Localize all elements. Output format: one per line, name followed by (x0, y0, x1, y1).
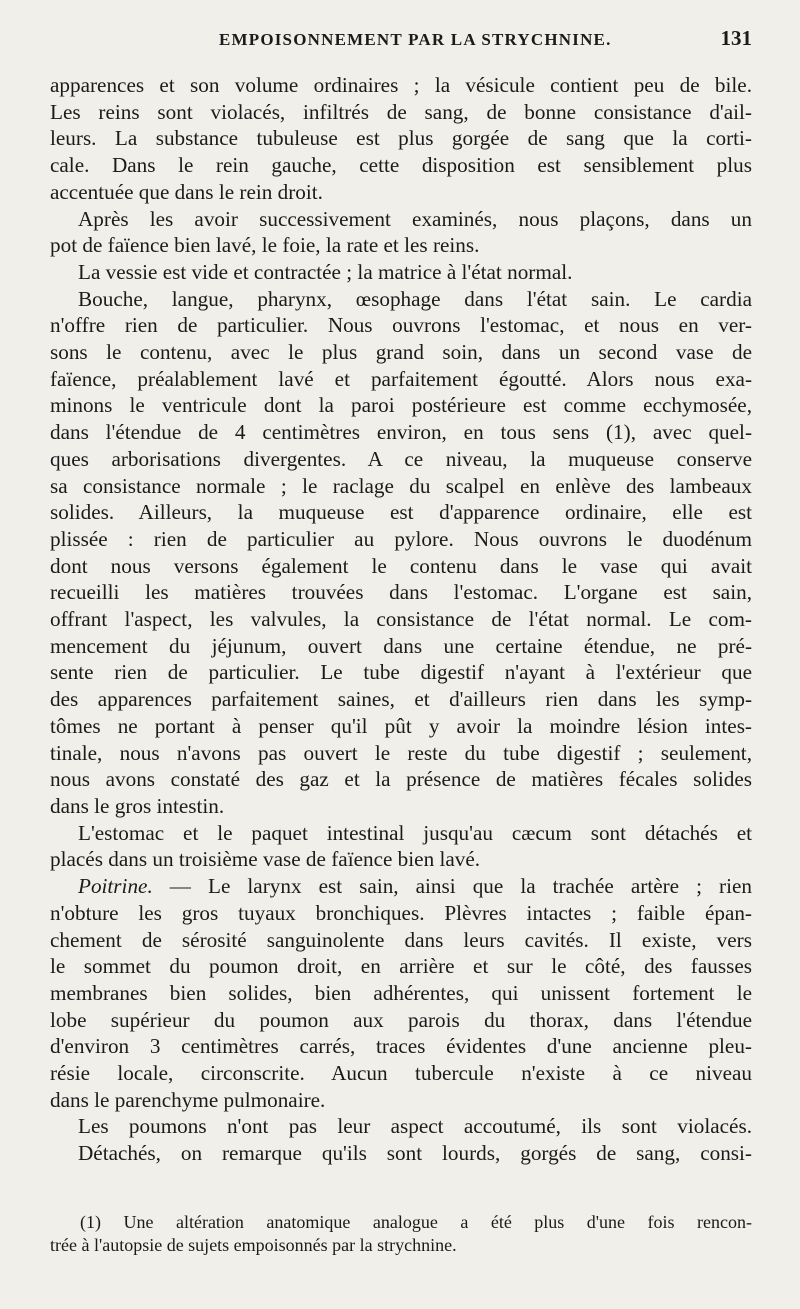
text-line: le sommet du poumon droit, en arrière et sur le côté, des fausses (50, 954, 752, 979)
text-line: recueilli les matières trouvées dans l'estomac. L'organe est sain, (50, 580, 752, 605)
text-line: n'obture les gros tuyaux bronchiques. Plèvres intactes ; faible épan- (50, 900, 752, 925)
text-line: placés dans un troisième vase de faïence bien lavé. (50, 847, 481, 872)
text-line: tinale, nous n'avons pas ouvert le reste du tube digestif ; seulement, (50, 740, 752, 765)
text-line: accentuée que dans le rein droit. (50, 179, 323, 204)
footnote-line: trée à l'autopsie de sujets empoisonnés par la strychnine. (50, 1234, 457, 1255)
text-line: plissée : rien de particulier au pylore. Nous ouvrons le duodénum (50, 526, 752, 551)
text-line: cale. Dans le rein gauche, cette disposition est sensiblement plus (50, 153, 752, 178)
footnotes (50, 1211, 752, 1257)
footnote-line: (1) Une altération anatomique analogue a été plus d'une fois rencon- (80, 1211, 752, 1232)
text-line: des apparences parfaitement saines, et d'ailleurs rien dans les symp- (50, 687, 752, 712)
text-line: pot de faïence bien lavé, le foie, la rate et les reins. (50, 233, 480, 258)
text-line: La vessie est vide et contractée ; la matrice à l'état normal. (78, 259, 573, 284)
text-line: chement de sérosité sanguinolente dans leurs cavités. Il existe, vers (50, 927, 752, 952)
text-line (50, 873, 752, 900)
text-line: sons le contenu, avec le plus grand soin, dans un second vase de (50, 340, 752, 365)
text-line: dans le parenchyme pulmonaire. (50, 1087, 326, 1112)
text-line: leurs. La substance tubuleuse est plus gorgée de sang que la corti- (50, 126, 752, 151)
text-line: faïence, préalablement lavé et parfaitement égoutté. Alors nous exa- (50, 366, 752, 391)
text-line: tômes ne portant à penser qu'il pût y avoir la moindre lésion intes- (50, 713, 752, 738)
poitrine-label: Poitrine. (78, 874, 153, 899)
text-line: sa consistance normale ; le raclage du scalpel en enlève des lambeaux (50, 473, 752, 498)
text-line: solides. Ailleurs, la muqueuse est d'apparence ordinaire, elle est (50, 500, 752, 525)
text-line: ques arborisations divergentes. A ce niveau, la muqueuse conserve (50, 446, 752, 471)
text-line: n'offre rien de particulier. Nous ouvrons l'estomac, et nous en ver- (50, 313, 752, 338)
text-line: apparences et son volume ordinaires ; la vésicule contient peu de bile. (50, 73, 752, 97)
text-line: sente rien de particulier. Le tube digestif n'ayant à l'extérieur que (50, 660, 752, 685)
text-line: résie locale, circonscrite. Aucun tubercule n'existe à ce niveau (50, 1061, 752, 1086)
page-number: 131 (720, 26, 752, 50)
text-line: L'estomac et le paquet intestinal jusqu'au cæcum sont détachés et (78, 820, 752, 845)
running-head (50, 26, 752, 66)
text-line: Les reins sont violacés, infiltrés de sang, de bonne consistance d'ail- (50, 99, 752, 124)
text-line: mencement du jéjunum, ouvert dans une certaine étendue, ne pré- (50, 633, 752, 658)
text-line: d'environ 3 centimètres carrés, traces évidentes d'une ancienne pleu- (50, 1034, 752, 1059)
text-line: Détachés, on remarque qu'ils sont lourds, gorgés de sang, consi- (78, 1141, 752, 1166)
text-line: lobe supérieur du poumon aux parois du thorax, dans l'étendue (50, 1007, 752, 1032)
text-line: Après les avoir successivement examinés, nous plaçons, dans un (78, 206, 752, 231)
text-line: Bouche, langue, pharynx, œsophage dans l'état sain. Le cardia (78, 286, 752, 311)
running-title: EMPOISONNEMENT PAR LA STRYCHNINE. (218, 30, 612, 49)
text-line: membranes bien solides, bien adhérentes, qui unissent fortement le (50, 980, 752, 1005)
text-line: dans le gros intestin. (50, 793, 225, 818)
body-text (50, 72, 752, 1167)
text-line: nous avons constaté des gaz et la présence de matières fécales solides (50, 767, 752, 792)
text-line: Les poumons n'ont pas leur aspect accoutumé, ils sont violacés. (78, 1114, 752, 1139)
text-line-rest: — Le larynx est sain, ainsi que la trachée artère ; rien (169, 874, 752, 899)
text-line: minons le ventricule dont la paroi postérieure est comme ecchymosée, (50, 393, 752, 418)
text-line: dans l'étendue de 4 centimètres environ, en tous sens (1), avec quel- (50, 420, 752, 445)
text-line: offrant l'aspect, les valvules, la consistance de l'état normal. Le com- (50, 607, 752, 632)
text-line: dont nous versons également le contenu dans le vase qui avait (50, 553, 752, 578)
